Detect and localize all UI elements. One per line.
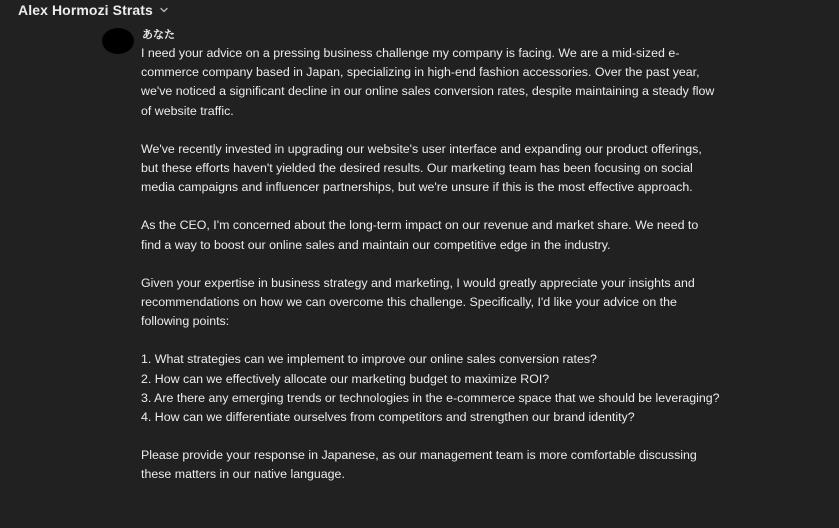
gpt-title: Alex Hormozi Strats (18, 2, 153, 18)
model-selector-button[interactable] (18, 0, 169, 20)
message-paragraph: Please provide your response in Japanese, as our management team is more comfortable discussing these matters in our native language. (141, 448, 697, 482)
message-paragraph: As the CEO, I'm concerned about the long-term impact on our revenue and market share. We need to find a way to boost our online sales and maintain our competitive edge in the industry. (141, 218, 699, 252)
message-paragraph: We've recently invested in upgrading our website's user interface and expanding our product offerings, but these efforts haven't yielded the desired results. Our marketing team has been focusing on social media campaigns and influencer partnerships, but we're unsure if this is the most effective approach. (141, 141, 702, 195)
message-paragraph: Given your expertise in business strategy and marketing, I would greatly appreciate your insights and recommendations on how we can overcome this challenge. Specifically, I'd like your advice on the following points: (141, 275, 695, 329)
message-author: あなた (142, 29, 175, 41)
chevron-down-icon (159, 5, 169, 15)
message-question-list: 1. What strategies can we implement to improve our online sales conversion rates? 2. How can we effectively allocate our marketing budget to maximize ROI? 3. Are there any emerging trends or technologies in the e-commerce space that we should be leveraging? 4. How can we differentiate ourselves from competitors and strengthen our brand identity? (141, 352, 720, 425)
top-bar (0, 0, 839, 20)
avatar (102, 28, 134, 54)
message-content (141, 44, 721, 504)
message-paragraph: I need your advice on a pressing business challenge my company is facing. We are a mid-sized e-commerce company based in Japan, specializing in high-end fashion accessories. Over the past year, we've noticed a significant decline in our online sales conversion rates, despite maintaining a steady flow of website traffic. (141, 46, 715, 118)
